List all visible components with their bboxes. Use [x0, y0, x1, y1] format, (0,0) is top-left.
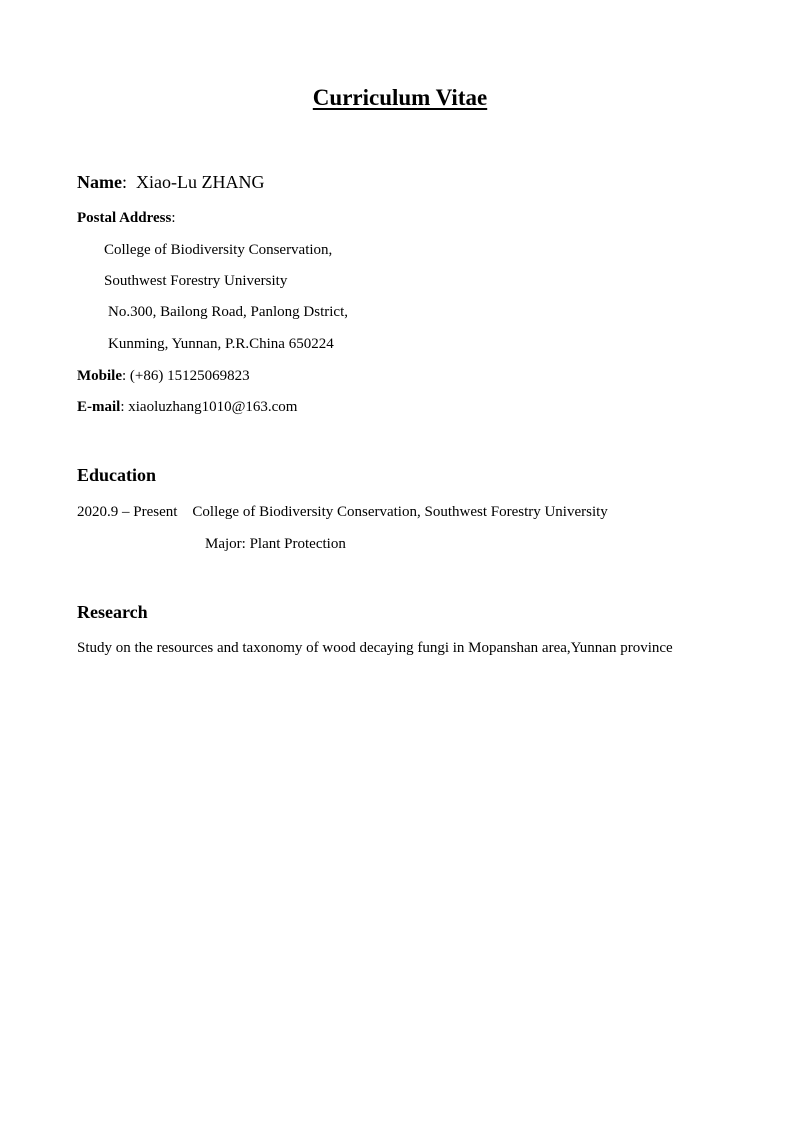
address-line-1: College of Biodiversity Conservation,	[104, 242, 333, 258]
name-line: Name: Xiao-Lu ZHANG	[77, 172, 265, 192]
email-label: E-mail	[77, 399, 121, 415]
education-institution: College of Biodiversity Conservation, Southwest Forestry University	[192, 504, 608, 520]
address-line-2: Southwest Forestry University	[104, 273, 288, 289]
address-line-3: No.300, Bailong Road, Panlong Dstrict,	[108, 304, 348, 320]
education-heading: Education	[77, 465, 157, 485]
email-value: xiaoluzhang1010@163.com	[128, 399, 298, 415]
research-text: Study on the resources and taxonomy of wood decaying fungi in Mopanshan area,Yunnan province	[77, 640, 673, 656]
postal-address-line: Postal Address:	[77, 210, 176, 226]
address-line-4: Kunming, Yunnan, P.R.China 650224	[108, 336, 334, 352]
name-label: Name	[77, 172, 122, 192]
email-line: E-mail: xiaoluzhang1010@163.com	[77, 399, 298, 415]
education-period: 2020.9 – Present	[77, 504, 178, 520]
postal-address-label: Postal Address	[77, 210, 172, 226]
education-entry	[77, 502, 608, 522]
name-value: Xiao-Lu ZHANG	[136, 172, 265, 192]
research-heading: Research	[77, 602, 148, 622]
mobile-line: Mobile: (+86) 15125069823	[77, 368, 250, 384]
mobile-value: (+86) 15125069823	[129, 368, 250, 384]
page-title: Curriculum Vitae	[312, 85, 488, 110]
education-major: Major: Plant Protection	[205, 536, 346, 552]
mobile-label: Mobile	[77, 368, 122, 384]
